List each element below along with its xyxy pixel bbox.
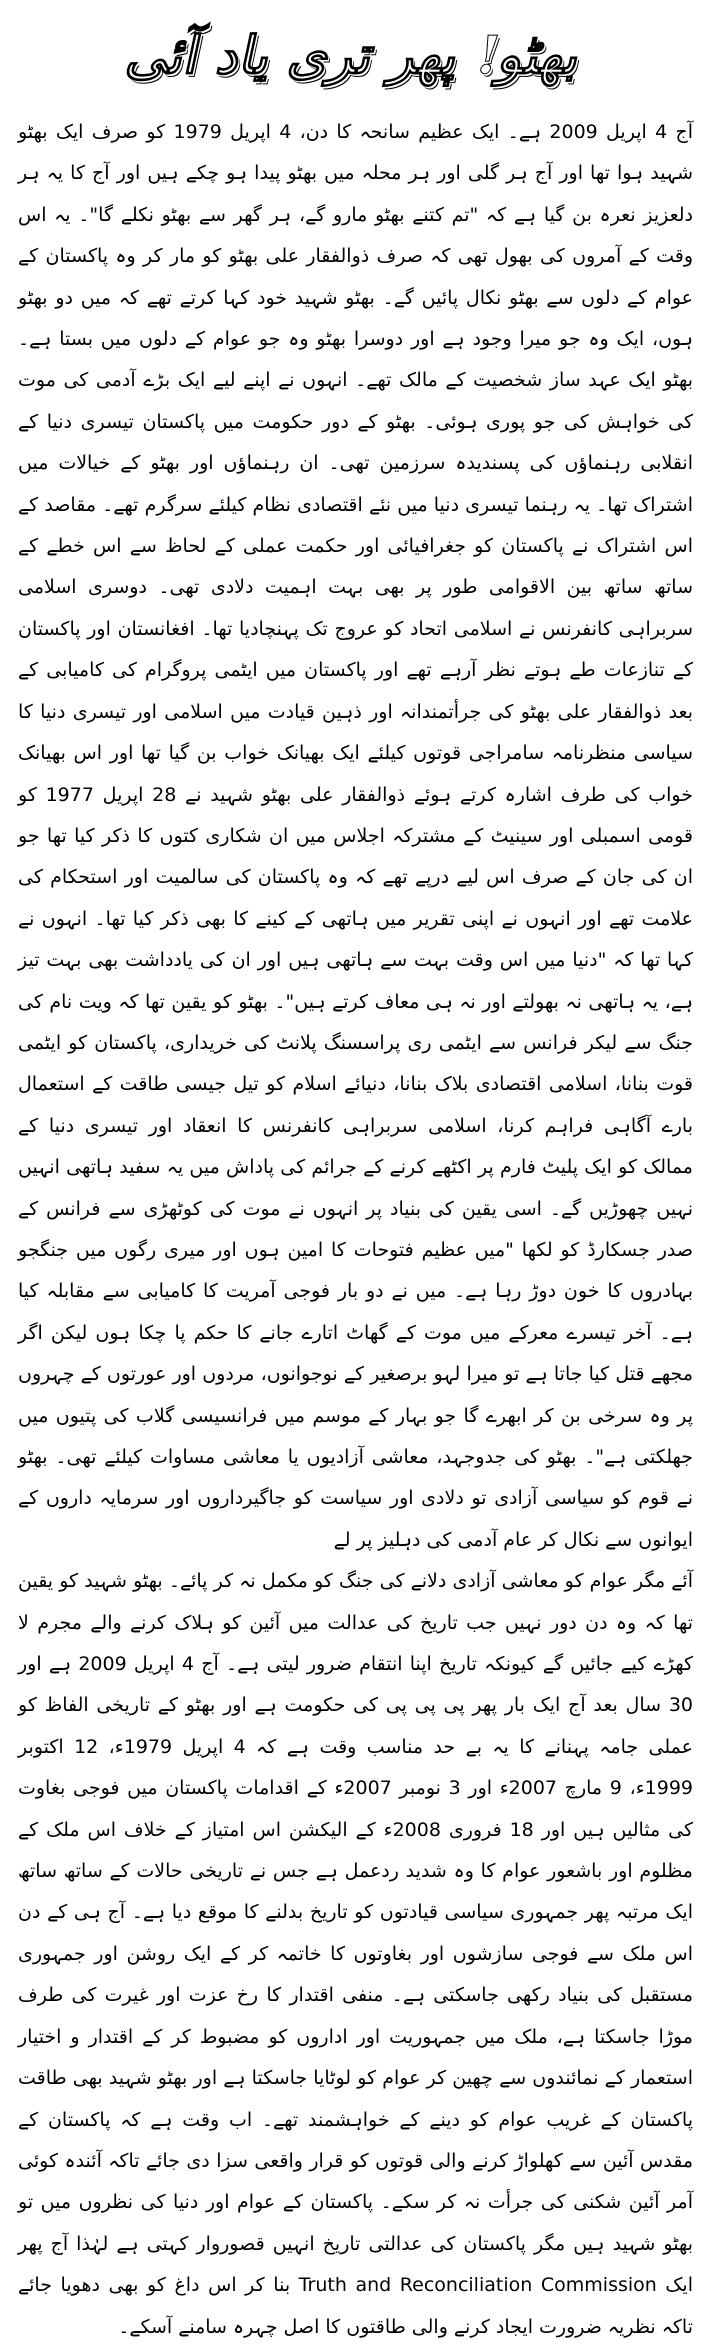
article-paragraph-2: آئے مگر عوام کو معاشی آزادی دلانے کی جنگ کو مکمل نہ کر پائے۔ بھٹو شہید کو یقین تھا کہ وہ دن دور نہیں جب تاریخ کی عدالت میں آئین کو ہلاک کرنے والے مجرم لا کھڑے کیے جائیں گے کیونکہ تاریخ اپنا انتقام ضرور لیتی ہے۔ آج 4 اپریل 2009 ہے اور 30 سال بعد آج ایک بار پھر پی پی پی کی حکومت ہے اور بھٹو کے تاریخی الفاظ کو عملی جامہ پہنانے کا یہ بے حد مناسب وقت ہے کہ 4 اپریل 1979ء، 12 اکتوبر 1999ء، 9 مارچ 2007ء اور 3 نومبر 2007ء کے اقدامات پاکستان میں فوجی بغاوت کی مثالیں ہیں اور 18 فروری 2008ء کے الیکشن اس امتیاز کے خلاف اس ملک کے مظلوم اور باشعور عوام کا وہ شدید ردعمل ہے جس نے تاریخی حالات کے ساتھ ساتھ ایک مرتبہ پھر جمہوری سیاسی قیادتوں کو تاریخ بدلنے کا موقع دیا ہے۔ آج ہی کے دن اس ملک سے فوجی سازشوں اور بغاوتوں کا خاتمہ کر کے ایک روشن اور جمہوری مستقبل کی بنیاد رکھی جاسکتی ہے۔ منفی اقتدار کا رخ عزت اور غیرت کی طرف موڑا جاسکتا ہے، ملک میں جمہوریت اور اداروں کو مضبوط کر کے اقتدار و اختیار استعمار کے نمائندوں سے چھین کر عوام کو لوٹایا جاسکتا ہے اور بھٹو شہید بھی طاقت پاکستان کے غریب عوام کو دینے کے خواہشمند تھے۔ اب وقت ہے کہ پاکستان کے مقدس آئین سے کھلواڑ کرنے والی قوتوں کو قرار واقعی سزا دی جائے تاکہ آئندہ کوئی آمر آئین شکنی کی جرأت نہ کر سکے۔ پاکستان کے عوام اور دنیا کی نظروں میں تو بھٹو شہید ہیں مگر پاکستان کی عدالتی تاریخ انہیں قصوروار کہتی ہے لہٰذا آج پھر ایک Truth and Reconciliation Commission بنا کر اس داغ کو بھی دھویا جائے تاکہ نظریہ ضرورت ایجاد کرنے والی طاقتوں کا اصل چہرہ سامنے آسکے۔ bbox=[18, 1570, 693, 2338]
article-headline bbox=[0, 0, 709, 110]
article-paragraph-1: آج 4 اپریل 2009 ہے۔ ایک عظیم سانحہ کا دن، 4 اپریل 1979 کو صرف ایک بھٹو شہید ہوا تھا اور آج ہر گلی اور ہر محلہ میں بھٹو پیدا ہو چکے ہیں اور آج کا یہ ہر دلعزیز نعرہ بن گیا ہے کہ "تم کتنے بھٹو مارو گے، ہر گھر سے بھٹو نکلے گا"۔ یہ اس وقت کے آمروں کی بھول تھی کہ صرف ذوالفقار علی بھٹو کو مار کر وہ پاکستان کے عوام کے دلوں سے بھٹو نکال پائیں گے۔ بھٹو شہید خود کہا کرتے تھے کہ میں دو بھٹو ہوں، ایک وہ جو میرا وجود ہے اور دوسرا بھٹو وہ جو عوام کے دلوں میں بستا ہے۔ بھٹو ایک عہد ساز شخصیت کے مالک تھے۔ انہوں نے اپنے لیے ایک بڑے آدمی کی موت کی خواہش کی جو پوری ہوئی۔ بھٹو کے دور حکومت میں پاکستان تیسری دنیا کے انقلابی رہنماؤں کی پسندیدہ سرزمین تھی۔ ان رہنماؤں اور بھٹو کے خیالات میں اشتراک تھا۔ یہ رہنما تیسری دنیا میں نئے اقتصادی نظام کیلئے سرگرم تھے۔ مقاصد کے اس اشتراک نے پاکستان کو جغرافیائی اور حکمت عملی کے لحاظ سے اس خطے کے ساتھ ساتھ بین الاقوامی طور پر بھی بہت اہمیت دلادی تھی۔ دوسری اسلامی سربراہی کانفرنس نے اسلامی اتحاد کو عروج تک پہنچادیا تھا۔ افغانستان اور پاکستان کے تنازعات طے ہوتے نظر آرہے تھے اور پاکستان میں ایٹمی پروگرام کی کامیابی کے بعد ذوالفقار علی بھٹو کی جرأتمندانہ اور ذہین قیادت میں اسلامی اور تیسری دنیا کا سیاسی منظرنامہ سامراجی قوتوں کیلئے ایک بھیانک خواب بن گیا تھا اور اس بھیانک خواب کی طرف اشارہ کرتے ہوئے ذوالفقار علی بھٹو شہید نے 28 اپریل 1977 کو قومی اسمبلی اور سینیٹ کے مشترکہ اجلاس میں ان شکاری کتوں کا ذکر کیا تھا جو ان کی جان کے صرف اس لیے درپے تھے کہ وہ پاکستان کی سالمیت اور استحکام کی علامت تھے اور انہوں نے اپنی تقریر میں ہاتھی کے کینے کا بھی ذکر کیا تھا۔ انہوں نے کہا تھا کہ "دنیا میں اس وقت بہت سے ہاتھی ہیں اور ان کی یادداشت بھی بہت تیز ہے، یہ ہاتھی نہ بھولتے اور نہ ہی معاف کرتے ہیں"۔ بھٹو کو یقین تھا کہ ویت نام کی جنگ سے لیکر فرانس سے ایٹمی ری پراسسنگ پلانٹ کی خریداری، پاکستان کو ایٹمی قوت بنانا، اسلامی اقتصادی بلاک بنانا، دنیائے اسلام کو تیل جیسی طاقت کے استعمال بارے آگاہی فراہم کرنا، اسلامی سربراہی کانفرنس کا انعقاد اور تیسری دنیا کے ممالک کو ایک پلیٹ فارم پر اکٹھے کرنے کے جرائم کی پاداش میں یہ سفید ہاتھی انہیں نہیں چھوڑیں گے۔ اسی یقین کی بنیاد پر انہوں نے موت کی کوٹھڑی سے فرانس کے صدر جسکارڈ کو لکھا "میں عظیم فتوحات کا امین ہوں اور میری رگوں میں جنگجو بہادروں کا خون دوڑ رہا ہے۔ میں نے دو بار فوجی آمریت کا کامیابی سے مقابلہ کیا ہے۔ آخر تیسرے معرکے میں موت کے گھاٹ اتارے جانے کا حکم پا چکا ہوں لیکن اگر مجھے قتل کیا جاتا ہے تو میرا لہو برصغیر کے نوجوانوں، مردوں اور عورتوں کے چہروں پر وہ سرخی بن کر ابھرے گا جو بہار کے موسم میں فرانسیسی گلاب کی پتیوں میں جھلکتی ہے"۔ بھٹو کی جدوجہد، معاشی آزادیوں یا معاشی مساوات کیلئے تھی۔ بھٹو نے قوم کو سیاسی آزادی تو دلادی اور سیاست کو جاگیرداروں اور سرمایہ داروں کے ایوانوں سے نکال کر عام آدمی کی دہلیز پر لے bbox=[18, 121, 693, 1551]
article-body bbox=[18, 112, 693, 2338]
headline-text: بھٹو! پھر تری یاد آئی bbox=[121, 24, 588, 86]
